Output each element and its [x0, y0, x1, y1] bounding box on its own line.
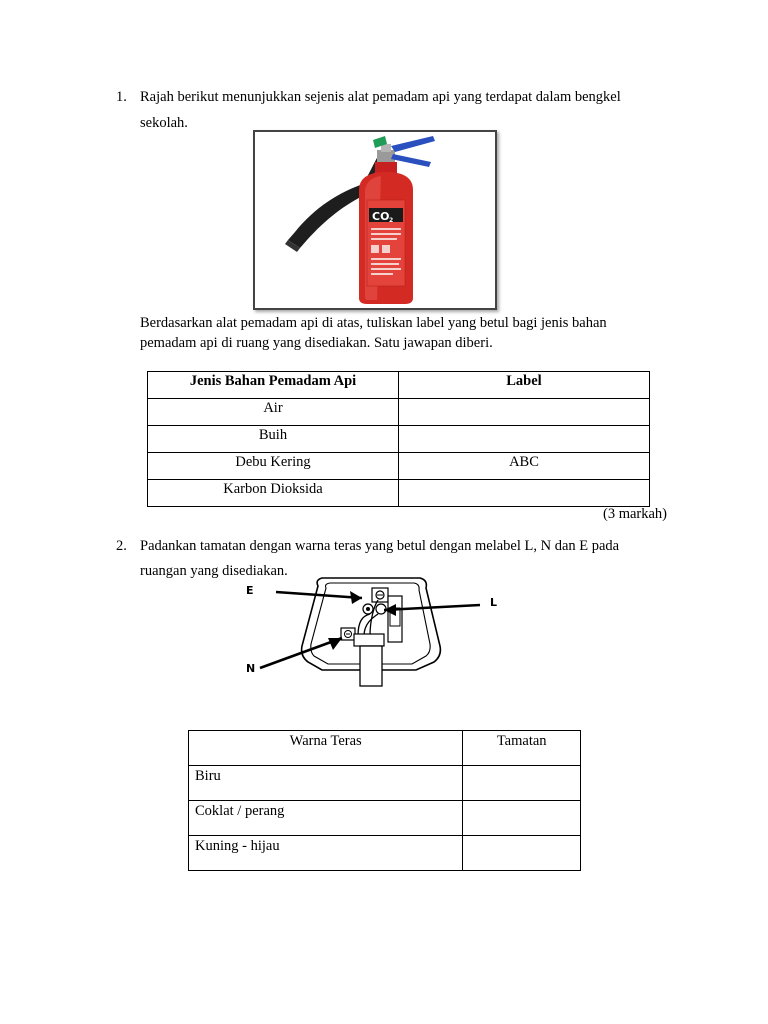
- terminal-answer-cell[interactable]: [463, 801, 581, 836]
- table-row: [189, 801, 581, 836]
- wire-color-cell: Coklat / perang: [189, 801, 463, 836]
- terminal-answer-cell[interactable]: [463, 836, 581, 871]
- table-header-row: [148, 372, 650, 399]
- column-header-wire-color: Warna Teras: [189, 731, 463, 766]
- label-answer-cell[interactable]: [399, 480, 650, 507]
- plug-label-e: E: [246, 584, 254, 597]
- label-answer-cell[interactable]: [399, 426, 650, 453]
- fire-extinguisher-image: [253, 130, 497, 310]
- fire-extinguisher-illustration: [255, 132, 495, 308]
- table-row: [148, 426, 650, 453]
- label-answer-cell: ABC: [399, 453, 650, 480]
- wire-color-cell: Kuning - hijau: [189, 836, 463, 871]
- column-header-terminal: Tamatan: [463, 731, 581, 766]
- type-cell: Air: [148, 399, 399, 426]
- co2-subscript: 2: [389, 217, 394, 224]
- table-row: [148, 453, 650, 480]
- table-row: [189, 766, 581, 801]
- co2-label: CO: [372, 210, 390, 223]
- fire-extinguisher-type-table: [147, 371, 650, 507]
- column-header-type: Jenis Bahan Pemadam Api: [148, 372, 399, 399]
- marks-note: (3 markah): [603, 506, 668, 522]
- plug-wiring-diagram: [240, 576, 520, 696]
- type-cell: Karbon Dioksida: [148, 480, 399, 507]
- table-row: [148, 399, 650, 426]
- plug-label-n: N: [246, 662, 256, 675]
- column-header-label: Label: [399, 372, 650, 399]
- table-header-row: [189, 731, 581, 766]
- question-2-text-line2: ruangan yang disediakan.: [140, 563, 288, 579]
- type-cell: Buih: [148, 426, 399, 453]
- table-row: [189, 836, 581, 871]
- question-1-instruction-line2: pemadam api di ruang yang disediakan. Satu jawapan diberi.: [140, 335, 493, 351]
- wire-color-terminal-table: [188, 730, 581, 871]
- question-1-text-line1: Rajah berikut menunjukkan sejenis alat pemadam api yang terdapat dalam bengkel: [140, 89, 621, 105]
- question-2-text-line1: Padankan tamatan dengan warna teras yang betul dengan melabel L, N dan E pada: [140, 538, 620, 554]
- terminal-answer-cell[interactable]: [463, 766, 581, 801]
- table-row: [148, 480, 650, 507]
- plug-label-l: L: [490, 596, 498, 609]
- question-1-text-line2: sekolah.: [140, 115, 188, 131]
- type-cell: Debu Kering: [148, 453, 399, 480]
- question-1-instruction-line1: Berdasarkan alat pemadam api di atas, tuliskan label yang betul bagi jenis bahan: [140, 315, 607, 331]
- wire-color-cell: Biru: [189, 766, 463, 801]
- label-answer-cell[interactable]: [399, 399, 650, 426]
- question-2-number: 2.: [116, 538, 127, 554]
- question-1-number: 1.: [116, 89, 127, 105]
